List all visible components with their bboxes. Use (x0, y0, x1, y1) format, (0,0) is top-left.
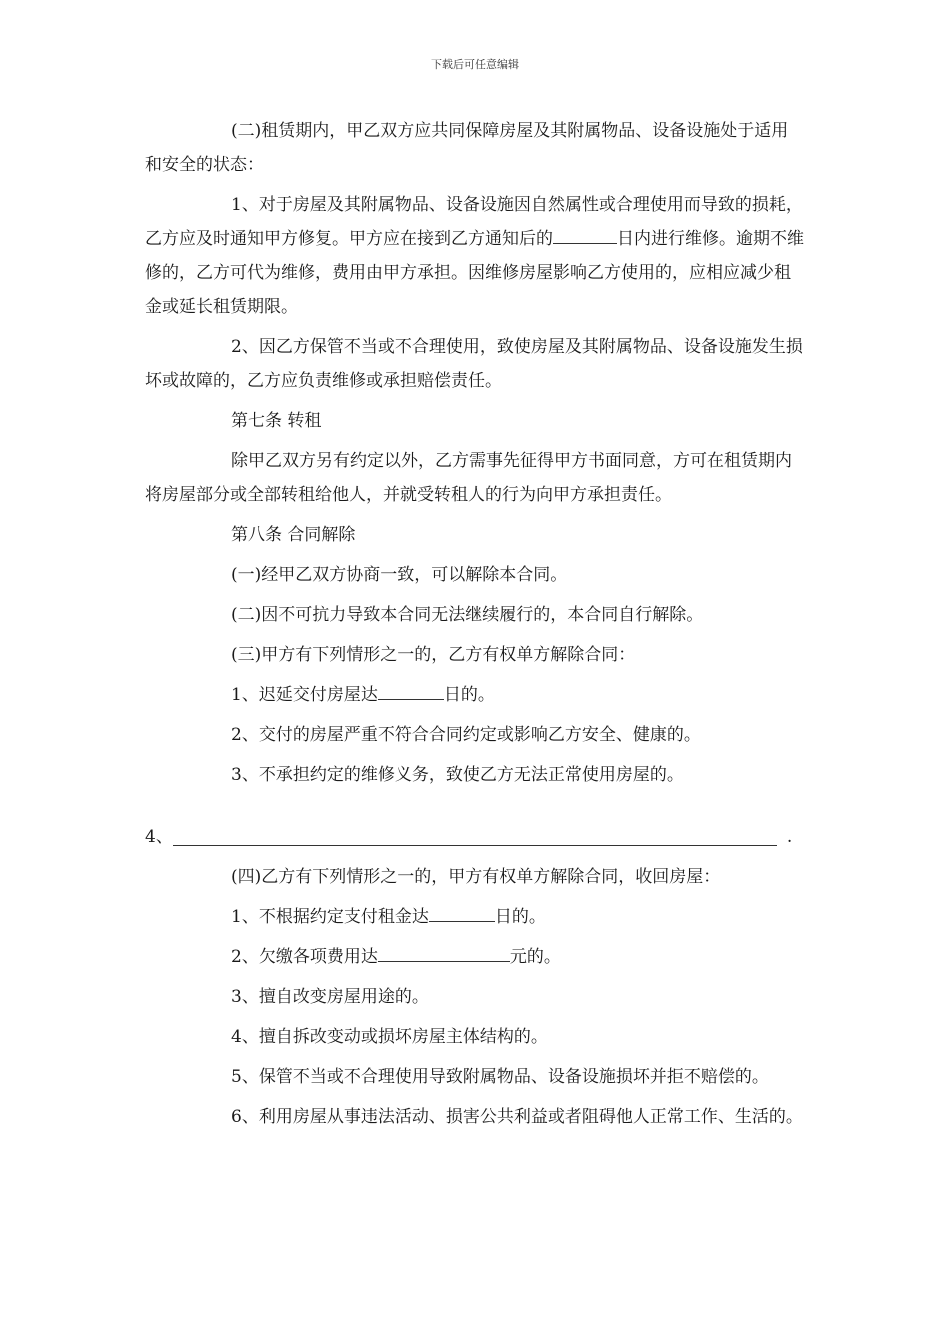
clause-paragraph: 4、擅自拆改变动或损坏房屋主体结构的。 (231, 1027, 548, 1047)
clause-paragraph: 2、因乙方保管不当或不合理使用，致使房屋及其附属物品、设备设施发生损坏或故障的，乙方应负责维修或承担赔偿责任。 (145, 337, 803, 391)
clause-paragraph: 3、擅自改变房屋用途的。 (231, 987, 429, 1007)
document-body (145, 114, 805, 1140)
clause-paragraph: (二)因不可抗力导致本合同无法继续履行的，本合同自行解除。 (231, 605, 704, 625)
clause-text: 1、不根据约定支付租金达 (231, 907, 429, 927)
clause-text: 1、对于房屋及其附属物品、设备设施因自然属性或合理使用而导致的损耗，乙方应及时通知甲方修复。甲方应在接到乙方通知后的 (145, 195, 803, 249)
blank-days-field[interactable] (429, 903, 495, 922)
clause-paragraph: 5、保管不当或不合理使用导致附属物品、设备设施损坏并拒不赔偿的。 (231, 1067, 769, 1087)
clause-paragraph: 6、利用房屋从事违法活动、损害公共利益或者阻碍他人正常工作、生活的。 (231, 1107, 803, 1127)
clause-paragraph: (二)租赁期内，甲乙双方应共同保障房屋及其附属物品、设备设施处于适用和安全的状态： (145, 121, 789, 175)
clause-text: 日的。 (443, 685, 495, 705)
article-heading: 第七条 转租 (231, 411, 322, 431)
clause-number: 4、 (145, 827, 173, 847)
blank-amount-field[interactable] (378, 943, 510, 962)
clause-paragraph (145, 940, 805, 974)
blank-clause-line (145, 820, 805, 854)
clause-text: 日的。 (494, 907, 546, 927)
page-header: 下载后可任意编辑 (431, 58, 519, 71)
clause-paragraph (145, 678, 805, 712)
clause-text: 2、欠缴各项费用达 (231, 947, 378, 967)
clause-paragraph (145, 900, 805, 934)
blank-days-field[interactable] (378, 681, 444, 700)
clause-text: 1、迟延交付房屋达 (231, 685, 378, 705)
clause-text: 元的。 (509, 947, 561, 967)
clause-paragraph: 2、交付的房屋严重不符合合同约定或影响乙方安全、健康的。 (231, 725, 701, 745)
blank-clause-field[interactable] (173, 823, 777, 846)
clause-paragraph (145, 188, 805, 324)
blank-days-field[interactable] (553, 225, 617, 244)
clause-paragraph: 3、不承担约定的维修义务，致使乙方无法正常使用房屋的。 (231, 765, 684, 785)
clause-text: 日内进行维修。逾期不维修的，乙方可代为维修，费用由甲方承担。因维修房屋影响乙方使用的，应相应减少租金或延长租赁期限。 (145, 229, 804, 317)
clause-paragraph: (四)乙方有下列情形之一的，甲方有权单方解除合同，收回房屋： (231, 867, 721, 887)
clause-paragraph: (三)甲方有下列情形之一的，乙方有权单方解除合同： (231, 645, 636, 665)
article-heading: 第八条 合同解除 (231, 525, 356, 545)
clause-paragraph: 除甲乙双方另有约定以外，乙方需事先征得甲方书面同意，方可在租赁期内将房屋部分或全部转租给他人，并就受转租人的行为向甲方承担责任。 (145, 451, 792, 505)
clause-end-mark: . (786, 827, 793, 847)
clause-paragraph: (一)经甲乙双方协商一致，可以解除本合同。 (231, 565, 568, 585)
